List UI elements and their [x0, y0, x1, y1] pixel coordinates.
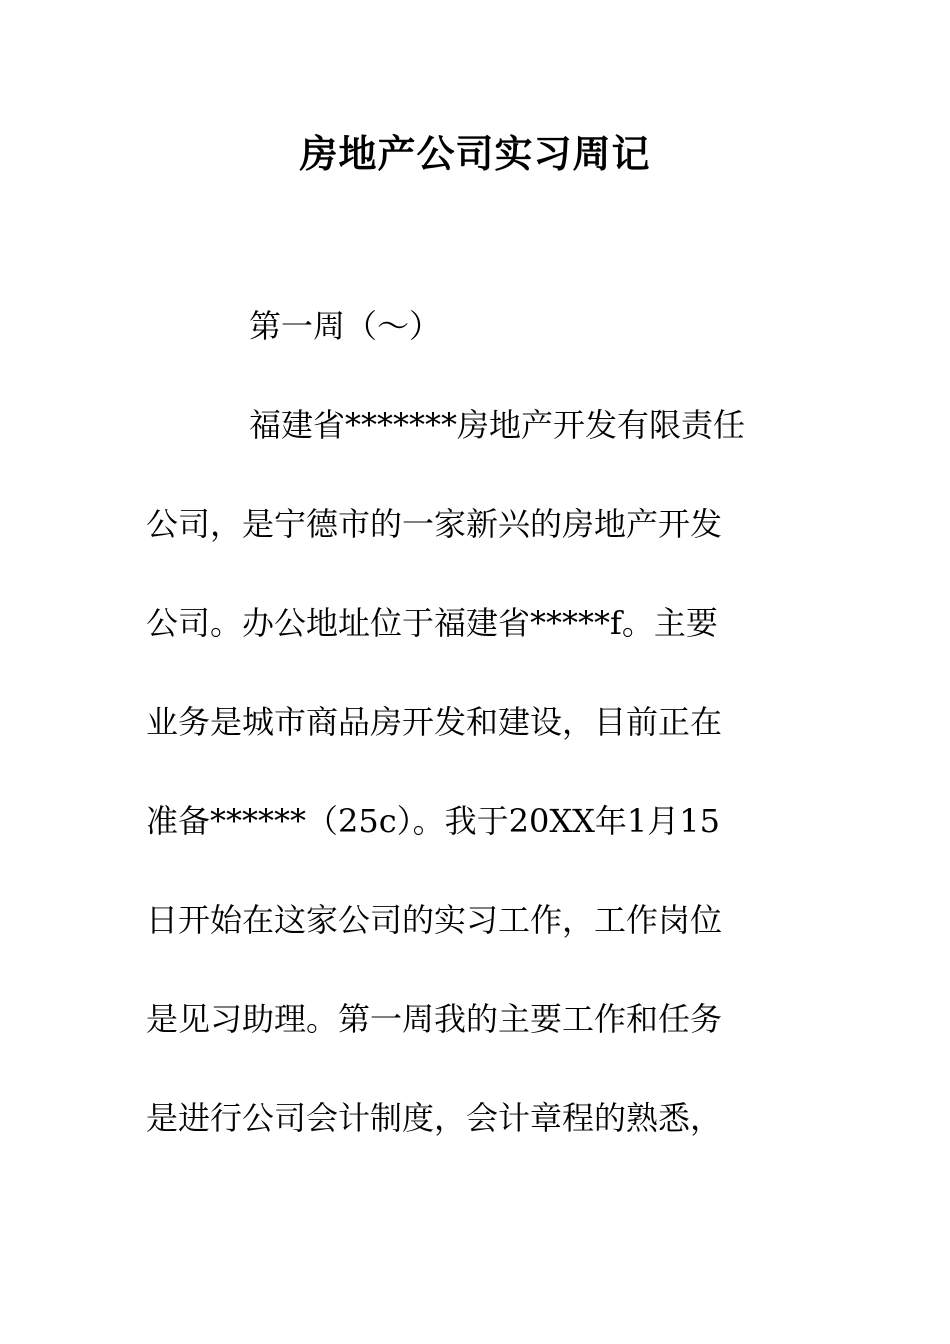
document-title: 房地产公司实习周记 [299, 131, 651, 176]
body-line-5: 准备******（25c）。我于20XX年1月15 [146, 802, 721, 840]
week-heading: 第一周（～） [249, 307, 442, 345]
body-line-4: 业务是城市商品房开发和建设，目前正在 [146, 703, 723, 741]
body-line-3: 公司。办公地址位于福建省*****f。主要 [146, 604, 718, 642]
body-line-8: 是进行公司会计制度，会计章程的熟悉， [146, 1099, 723, 1137]
body-line-7: 是见习助理。第一周我的主要工作和任务 [146, 1000, 723, 1038]
body-line-1: 福建省*******房地产开发有限责任 [249, 406, 746, 444]
body-line-2: 公司，是宁德市的一家新兴的房地产开发 [146, 505, 723, 543]
body-line-6: 日开始在这家公司的实习工作，工作岗位 [146, 901, 723, 939]
